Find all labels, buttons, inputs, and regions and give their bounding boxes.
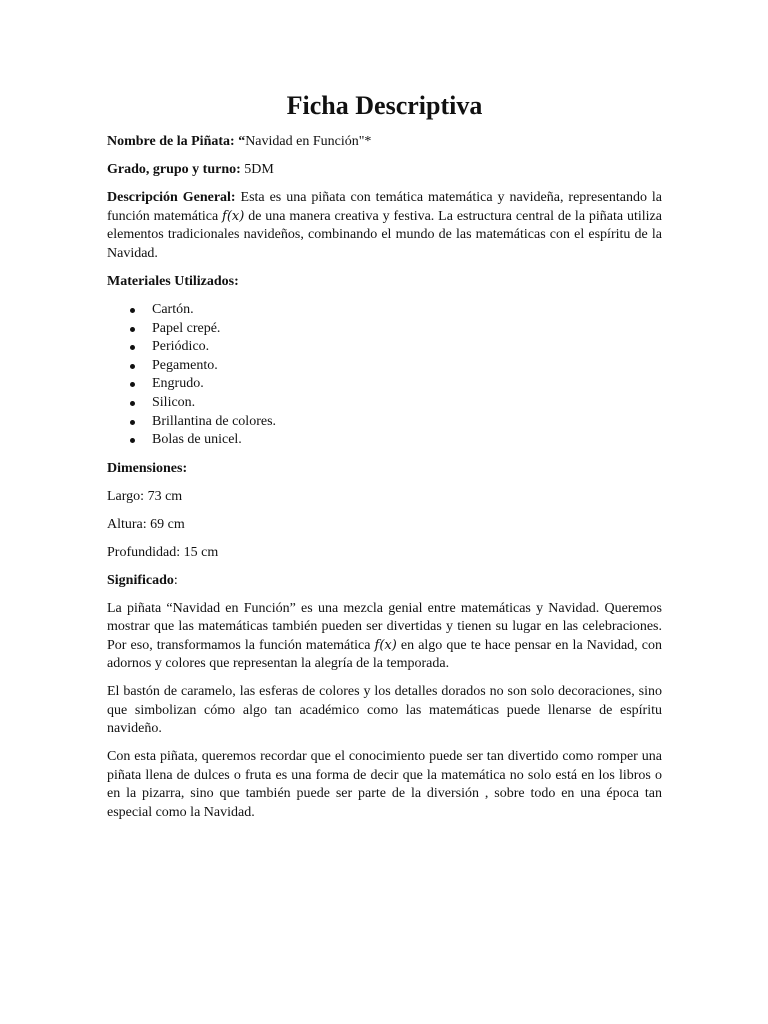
significado-heading xyxy=(107,572,662,591)
grado-value: 5DM xyxy=(240,162,274,177)
descripcion-math: f(x) xyxy=(222,208,245,224)
dimension-altura: Altura: 69 cm xyxy=(107,516,185,532)
field-nombre xyxy=(107,133,662,152)
document-title: Ficha Descriptiva xyxy=(286,91,483,120)
p1-math: f(x) xyxy=(374,637,397,653)
significado-colon: : xyxy=(173,572,178,588)
nombre-quote: “ xyxy=(234,134,246,149)
list-item: Periódico. xyxy=(152,338,662,357)
nombre-label: Nombre de la Piñata: xyxy=(107,134,235,149)
list-item: Engrudo. xyxy=(152,375,662,394)
materiales-label: Materiales Utilizados: xyxy=(107,273,239,289)
list-item: Pegamento. xyxy=(152,357,662,376)
list-item: Papel crepé. xyxy=(152,320,662,339)
field-descripcion xyxy=(107,189,662,263)
descripcion-text-after: de una manera creativa y festiva. La estructura central de la piñata utiliza elementos tradicionales navideños, combinando el mundo de las matemáticas con el espíritu de la Navidad. xyxy=(107,208,662,261)
significado-paragraph-2: El bastón de caramelo, las esferas de colores y los detalles dorados no son solo decoraciones, sino que simbolizan cómo algo tan académico como las matemáticas puede llenarse de espíritu navideño. xyxy=(107,684,662,737)
dimension-profundidad: Profundidad: 15 cm xyxy=(107,544,219,560)
p1-after: en algo que te hace pensar en la Navidad, con adornos y colores que representan la alegría de la temporada. xyxy=(107,637,662,672)
list-item: Bolas de unicel. xyxy=(152,431,662,450)
field-grado xyxy=(107,161,662,180)
descripcion-label: Descripción General: xyxy=(107,190,236,205)
list-item: Brillantina de colores. xyxy=(152,413,662,432)
list-item: Cartón. xyxy=(152,301,662,320)
descripcion-text-before: Esta es una piñata con temática matemática y navideña, representando la función matemática xyxy=(107,190,663,224)
significado-paragraph-1 xyxy=(107,600,662,674)
dimensiones-label: Dimensiones: xyxy=(107,460,188,476)
significado-paragraph-3: Con esta piñata, queremos recordar que el conocimiento puede ser tan divertido como romper una piñata llena de dulces o fruta es una forma de decir que la matemática no solo está en los libros o en la pizarra, sino que también puede ser parte de la diversión , sobre todo en una época tan especial como la Navidad. xyxy=(107,749,662,820)
list-item: Silicon. xyxy=(152,394,662,413)
p1-before: La piñata “Navidad en Función” es una mezcla genial entre matemáticas y Navidad. Queremos mostrar que las matemáticas también pueden ser divertidas y tienen su lugar en las celebraciones. Por eso, transformamos la función matemática xyxy=(107,600,662,653)
dimension-largo: Largo: 73 cm xyxy=(107,488,183,504)
nombre-value: Navidad en Función"* xyxy=(245,134,372,149)
materials-list xyxy=(107,301,662,450)
grado-label: Grado, grupo y turno: xyxy=(107,162,241,177)
significado-label: Significado xyxy=(107,572,174,588)
